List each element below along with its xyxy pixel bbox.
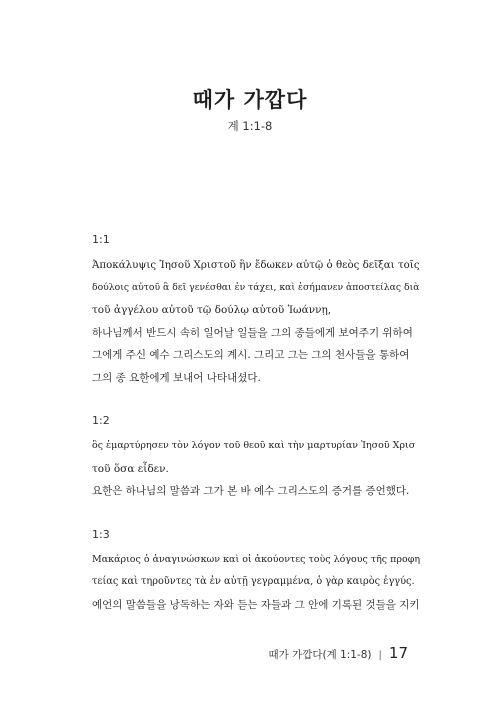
- korean-translation-line: 그에게 주신 예수 그리스도의 계시. 그리고 그는 그의 천사들을 통하여: [92, 349, 410, 361]
- footer-separator: |: [378, 650, 382, 661]
- page-number: 17: [388, 644, 408, 662]
- korean-translation-line: 요한은 하나님의 말씀과 그가 본 바 예수 그리스도의 증거를 증언했다.: [92, 485, 410, 497]
- greek-text-line: Μακάριος ὁ ἀναγινώσκων καὶ οἱ ἀκούοντες τοὺς λόγους τῆς προφη: [92, 553, 421, 565]
- verse-number: 1:2: [92, 414, 110, 427]
- chapter-title: 때가 가깝다: [192, 88, 308, 112]
- chapter-reference: 계 1:1-8: [227, 119, 273, 133]
- verse-block: [92, 413, 422, 503]
- greek-text-line: ὃς ἐμαρτύρησεν τὸν λόγον τοῦ θεοῦ καὶ τὴν μαρτυρίαν Ἰησοῦ Χρισ: [92, 440, 416, 451]
- page-footer: [268, 644, 408, 662]
- verse-number: 1:1: [92, 233, 110, 246]
- running-title: 때가 가깝다(계 1:1-8): [268, 649, 372, 661]
- verse-number: 1:3: [92, 527, 110, 541]
- verse-block: [92, 232, 422, 389]
- korean-translation-line: 예언의 말씀들을 낭독하는 자와 듣는 자들과 그 안에 기록된 것들을 지키: [92, 598, 420, 611]
- korean-translation-line: 그의 종 요한에게 보내어 나타내셨다.: [92, 371, 261, 384]
- verse-block: [92, 527, 422, 617]
- greek-text-line: τοῦ ἀγγέλου αὐτοῦ τῷ δούλῳ αὐτοῦ Ἰωάννῃ,: [92, 304, 332, 316]
- greek-text-line: τείας καὶ τηροῦντες τὰ ἐν αὐτῇ γεγραμμένα, ὁ γὰρ καιρὸς ἐγγύς.: [92, 576, 415, 587]
- verse-list: [92, 232, 422, 640]
- greek-text-line: δούλοις αὐτοῦ ἃ δεῖ γενέσθαι ἐν τάχει, καὶ ἐσήμανεν ἀποστείλας διὰ: [92, 281, 420, 293]
- korean-translation-line: 하나님께서 반드시 속히 일어날 일들을 그의 종들에게 보여주기 위하여: [92, 326, 413, 339]
- greek-text-line: τοῦ ὅσα εἶδεν.: [92, 462, 169, 475]
- greek-text-line: Ἀποκάλυψις Ἰησοῦ Χριστοῦ ἣν ἔδωκεν αὐτῷ ὁ θεὸς δεῖξαι τοῖς: [92, 259, 420, 271]
